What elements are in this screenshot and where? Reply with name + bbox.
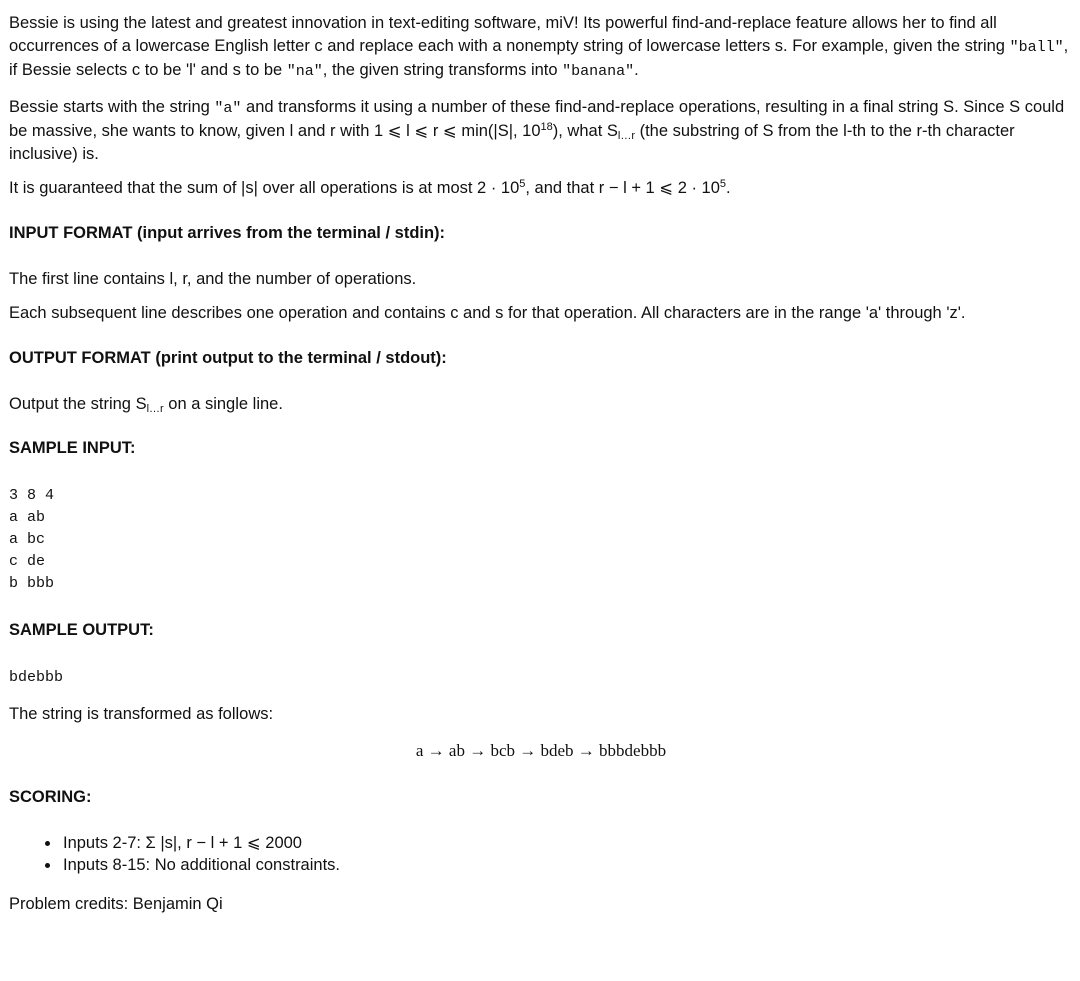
exponent: 5: [719, 178, 727, 190]
problem-statement: [9, 12, 1073, 915]
intro-paragraph-1: [9, 12, 1073, 84]
output-format-text: on a single line.: [163, 394, 283, 413]
constraint-text: .: [726, 179, 731, 197]
constraint-text: It is guaranteed that the sum of |s| over all operations is at most 2 · 10: [9, 179, 520, 197]
exponent: 5: [519, 178, 526, 190]
output-format-text: Output the string S: [9, 394, 147, 413]
code-banana: "banana": [562, 63, 635, 80]
subscript: l…r: [617, 130, 635, 142]
intro-text: , if Bessie selects c to be 'l' and s to be: [9, 36, 1069, 79]
transformation-sequence: a → ab → bcb → bdeb → bbbdebbb: [415, 740, 667, 760]
input-format-line-2: Each subsequent line describes one operation and contains c and s for that operation. All characters are in the range 'a' through 'z'.: [9, 304, 966, 322]
intro-text: and transforms it using a number of these find-and-replace operations, resulting in a final string S. Since S could be massive, she wants to know, given l and r with 1 ⩽ l ⩽ r ⩽ min(|S|, 10: [9, 97, 1065, 140]
constraint-text: , and that r − l + 1 ⩽ 2 · 10: [525, 179, 720, 197]
code-na: "na": [286, 63, 323, 80]
scoring-heading: SCORING:: [9, 787, 92, 806]
output-format-heading: OUTPUT FORMAT (print output to the terminal / stdout):: [9, 348, 447, 367]
output-format-line: [9, 393, 1073, 416]
sample-output-block: bdebbb: [9, 669, 64, 686]
input-format-heading: INPUT FORMAT (input arrives from the terminal / stdin):: [9, 223, 446, 242]
scoring-list: [9, 832, 1073, 877]
input-format-line-1: The first line contains l, r, and the number of operations.: [9, 269, 417, 288]
intro-text: ), what S: [552, 122, 618, 140]
intro-text: .: [634, 61, 639, 79]
intro-text: , the given string transforms into: [322, 61, 563, 79]
constraint-paragraph: [9, 177, 1073, 200]
intro-text: Bessie is using the latest and greatest innovation in text-editing software, miV! Its powerful find-and-replace feature allows her to find all occurrences of a lowercase English letter c and replace each with a nonempty string of lowercase letters s. For example, given the string: [9, 14, 1010, 55]
exponent: 18: [540, 121, 553, 133]
intro-text: Bessie starts with the string: [9, 97, 215, 116]
sample-input-block: 3 8 4 a ab a bc c de b bbb: [9, 487, 55, 592]
code-a: "a": [214, 99, 242, 117]
sample-input-heading: SAMPLE INPUT:: [9, 439, 136, 457]
sample-explanation: The string is transformed as follows:: [9, 705, 274, 723]
intro-paragraph-2: [9, 96, 1073, 166]
intro-text: (the substring of S from the l-th to the r-th character inclusive) is.: [9, 122, 1015, 163]
sample-output-heading: SAMPLE OUTPUT:: [9, 621, 154, 639]
subscript: l…r: [146, 402, 164, 415]
scoring-item: • Inputs 8-15: No additional constraints.: [61, 854, 1073, 877]
scoring-item: • Inputs 2-7: Σ |s|, r − l + 1 ⩽ 2000: [61, 832, 1073, 855]
code-ball: "ball": [1009, 38, 1064, 56]
problem-credits: Problem credits: Benjamin Qi: [9, 894, 223, 913]
